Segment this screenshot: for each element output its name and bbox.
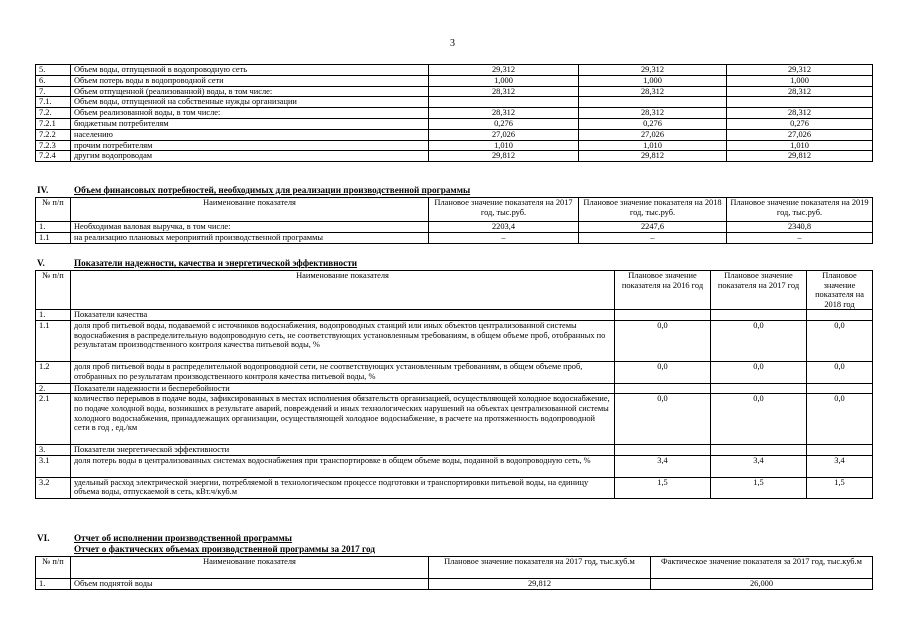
table-row xyxy=(36,362,873,384)
value-cell: 1,010 xyxy=(579,140,727,151)
header-name: Наименование показателя xyxy=(71,198,429,222)
section-title: Объем финансовых потребностей, необходимых для реализации производственной программы xyxy=(74,185,471,195)
indicator-name: Объем воды, отпущенной в водопроводную сеть xyxy=(71,65,429,76)
header-plan-2017: Плановое значение показателя на 2017 год xyxy=(711,271,807,310)
value-cell: 1,000 xyxy=(579,75,727,86)
value-cell: 27,026 xyxy=(429,129,579,140)
value-cell: 0,0 xyxy=(711,362,807,384)
section-title: Показатели надежности, качества и энергетической эффективности xyxy=(74,258,358,268)
table-row xyxy=(36,394,873,445)
header-num: № п/п xyxy=(36,198,71,222)
indicator-name: Объем отпущенной (реализованной) воды, в том числе: xyxy=(71,86,429,97)
value-cell: 3,4 xyxy=(807,456,873,478)
value-cell: 29,312 xyxy=(429,65,579,76)
table-row xyxy=(36,129,873,140)
value-cell: 1,000 xyxy=(429,75,579,86)
indicator-name: Показатели энергетической эффективности xyxy=(71,445,615,456)
row-number: 7.2.3 xyxy=(36,140,71,151)
value-cell: 3,4 xyxy=(615,456,711,478)
value-cell: 0,0 xyxy=(807,394,873,445)
header-plan-2017: Плановое значение показателя на 2017 год, тыс.куб.м xyxy=(429,557,651,579)
value-cell: 1,000 xyxy=(727,75,873,86)
section-number: IV. xyxy=(37,185,49,195)
value-cell: 2247,6 xyxy=(579,222,727,233)
header-name: Наименование показателя xyxy=(71,557,429,579)
indicator-name: бюджетным потребителям xyxy=(71,118,429,129)
row-number: 7. xyxy=(36,86,71,97)
indicator-name: населению xyxy=(71,129,429,140)
value-cell: 2340,8 xyxy=(727,222,873,233)
volumes-table xyxy=(35,64,873,162)
row-number: 7.2.1 xyxy=(36,118,71,129)
table-row xyxy=(36,97,873,108)
value-cell: 0,0 xyxy=(615,394,711,445)
header-plan-2018: Плановое значение показателя на 2018 год xyxy=(807,271,873,310)
indicator-name: Показатели надежности и бесперебойности xyxy=(71,383,615,394)
row-number: 3. xyxy=(36,445,71,456)
value-cell: 0,276 xyxy=(429,118,579,129)
indicator-name: Объем потерь воды в водопроводной сети xyxy=(71,75,429,86)
row-number: 7.2.2 xyxy=(36,129,71,140)
value-cell: 1,5 xyxy=(807,477,873,499)
value-cell: 28,312 xyxy=(727,108,873,119)
table-row xyxy=(36,445,873,456)
row-number: 7.2. xyxy=(36,108,71,119)
header-num: № п/п xyxy=(36,271,71,310)
value-cell xyxy=(727,97,873,108)
value-cell xyxy=(615,310,711,321)
indicator-name: на реализацию плановых мероприятий производственной программы xyxy=(71,232,429,243)
value-cell: – xyxy=(727,232,873,243)
value-cell: 1,5 xyxy=(711,477,807,499)
indicator-name: Объем поднятой воды xyxy=(71,579,429,590)
indicator-name: прочим потребителям xyxy=(71,140,429,151)
header-fact-2017: Фактическое значение показателя за 2017 год, тыс.куб.м xyxy=(651,557,873,579)
table-row xyxy=(36,477,873,499)
value-cell: 3,4 xyxy=(711,456,807,478)
value-cell: 0,0 xyxy=(615,362,711,384)
row-number: 5. xyxy=(36,65,71,76)
row-number: 2.1 xyxy=(36,394,71,445)
table-row xyxy=(36,108,873,119)
row-number: 1. xyxy=(36,579,71,590)
section-title: Отчет об исполнении производственной программы xyxy=(74,533,292,543)
reliability-table xyxy=(35,270,873,499)
section-number: V. xyxy=(37,258,45,268)
table-row xyxy=(36,65,873,76)
value-cell: 28,312 xyxy=(579,108,727,119)
value-cell xyxy=(807,445,873,456)
row-number: 7.1. xyxy=(36,97,71,108)
table-row xyxy=(36,86,873,97)
value-cell: 29,812 xyxy=(429,579,651,590)
table-row xyxy=(36,310,873,321)
header-plan-2017: Плановое значение показателя на 2017 год, тыс.руб. xyxy=(429,198,579,222)
indicator-name: доля проб питьевой воды в распределительной водопроводной сети, не соответствующих установленным требованиям, в общем объеме проб, отобранных по результатам производственного контроля качества питьевой воды, % xyxy=(71,362,615,384)
finance-table xyxy=(35,197,873,244)
section-number: VI. xyxy=(37,533,50,543)
section-4-heading xyxy=(37,185,470,195)
value-cell: 0,0 xyxy=(615,321,711,362)
indicator-name: доля проб питьевой воды, подаваемой с источников водоснабжения, водопроводных станций или иных объектов централизованной системы водоснабжения в распределительную водопроводную сеть, не соответствующих установленным требованиям, в общем объеме проб, отобранных по результатам производственного контроля качества питьевой воды, % xyxy=(71,321,615,362)
indicator-name: Показатели качества xyxy=(71,310,615,321)
value-cell xyxy=(807,383,873,394)
value-cell: 29,312 xyxy=(579,65,727,76)
value-cell: 0,276 xyxy=(579,118,727,129)
row-number: 1. xyxy=(36,310,71,321)
value-cell: 28,312 xyxy=(429,86,579,97)
value-cell xyxy=(711,310,807,321)
value-cell: 0,0 xyxy=(807,321,873,362)
table-row xyxy=(36,321,873,362)
table-row xyxy=(36,232,873,243)
value-cell: 28,312 xyxy=(429,108,579,119)
table-row xyxy=(36,75,873,86)
value-cell: 28,312 xyxy=(579,86,727,97)
value-cell: 29,812 xyxy=(579,151,727,162)
section-subtitle: Отчет о фактических объемах производственной программы за 2017 год xyxy=(74,544,375,554)
header-plan-2016: Плановое значение показателя на 2016 год xyxy=(615,271,711,310)
value-cell: 1,5 xyxy=(615,477,711,499)
indicator-name: Объем воды, отпущенной на собственные нужды организации xyxy=(71,97,429,108)
section-5-heading xyxy=(37,258,357,268)
value-cell: 0,0 xyxy=(711,394,807,445)
row-number: 2. xyxy=(36,383,71,394)
table-row xyxy=(36,222,873,233)
indicator-name: доля потерь воды в централизованных системах водоснабжения при транспортировке в общем объеме воды, поданной в водопроводную сеть, % xyxy=(71,456,615,478)
value-cell: 0,0 xyxy=(807,362,873,384)
indicator-name: удельный расход электрической энергии, потребляемой в технологическом процессе подготовки и транспортировки питьевой воды, на единицу объема воды, отпускаемой в сеть, кВт.ч/куб.м xyxy=(71,477,615,499)
table-row xyxy=(36,579,873,590)
table-row xyxy=(36,140,873,151)
value-cell: 2203,4 xyxy=(429,222,579,233)
row-number: 7.2.4 xyxy=(36,151,71,162)
value-cell: 0,276 xyxy=(727,118,873,129)
value-cell: 29,812 xyxy=(727,151,873,162)
value-cell xyxy=(615,383,711,394)
value-cell: 27,026 xyxy=(727,129,873,140)
row-number: 3.1 xyxy=(36,456,71,478)
header-num: № п/п xyxy=(36,557,71,579)
row-number: 3.2 xyxy=(36,477,71,499)
value-cell: 26,000 xyxy=(651,579,873,590)
row-number: 1.2 xyxy=(36,362,71,384)
value-cell xyxy=(807,310,873,321)
table-row xyxy=(36,118,873,129)
value-cell xyxy=(579,97,727,108)
page-number: 3 xyxy=(450,38,455,49)
header-plan-2018: Плановое значение показателя на 2018 год, тыс.руб. xyxy=(579,198,727,222)
value-cell: 1,010 xyxy=(429,140,579,151)
section-6-heading xyxy=(37,533,292,543)
value-cell: – xyxy=(579,232,727,243)
value-cell xyxy=(711,383,807,394)
value-cell: 29,312 xyxy=(727,65,873,76)
value-cell xyxy=(429,97,579,108)
value-cell xyxy=(711,445,807,456)
row-number: 1. xyxy=(36,222,71,233)
value-cell: 28,312 xyxy=(727,86,873,97)
value-cell: – xyxy=(429,232,579,243)
value-cell: 29,812 xyxy=(429,151,579,162)
header-plan-2019: Плановое значение показателя на 2019 год, тыс.руб. xyxy=(727,198,873,222)
header-name: Наименование показателя xyxy=(71,271,615,310)
row-number: 6. xyxy=(36,75,71,86)
indicator-name: Необходимая валовая выручка, в том числе: xyxy=(71,222,429,233)
indicator-name: другим водопроводам xyxy=(71,151,429,162)
table-row xyxy=(36,151,873,162)
indicator-name: Объем реализованной воды, в том числе: xyxy=(71,108,429,119)
row-number: 1.1 xyxy=(36,232,71,243)
value-cell: 1,010 xyxy=(727,140,873,151)
row-number: 1.1 xyxy=(36,321,71,362)
indicator-name: количество перерывов в подаче воды, зафиксированных в местах исполнения обязательств организацией, осуществляющей холодное водоснабжение, по подаче холодной воды, возникших в результате аварий, повреждений и иных технологических нарушений на объектах централизованной системы холодного водоснабжения, принадлежащих организации, осуществляющей холодное водоснабжение, в расчете на протяженность водопроводной сети в год , ед./км xyxy=(71,394,615,445)
section-6-subheading xyxy=(74,544,375,554)
value-cell xyxy=(615,445,711,456)
value-cell: 27,026 xyxy=(579,129,727,140)
report-table xyxy=(35,556,873,590)
table-row xyxy=(36,383,873,394)
table-row xyxy=(36,456,873,478)
value-cell: 0,0 xyxy=(711,321,807,362)
